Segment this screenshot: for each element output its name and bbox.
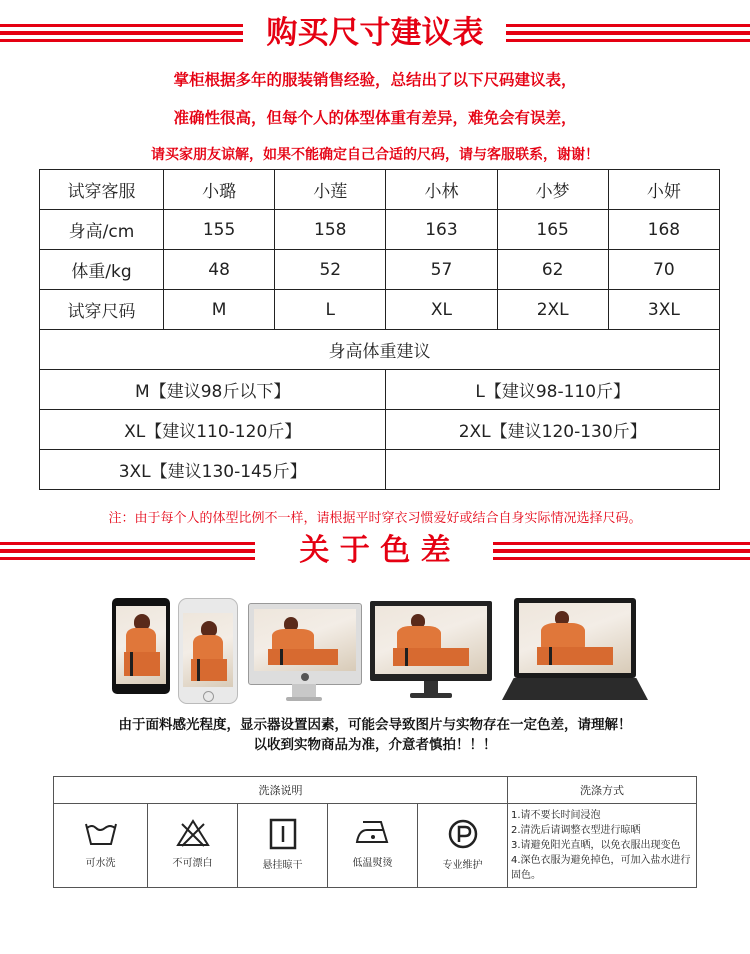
wash-tip: 3.请避免阳光直晒，以免衣服出现变色	[511, 840, 681, 851]
table-row	[40, 370, 720, 410]
low-iron-icon	[353, 818, 393, 848]
table-row	[40, 450, 720, 490]
table-header-cell: 小璐	[164, 170, 275, 210]
wash-tip: 2.清洗后请调整衣型进行晾晒	[511, 825, 641, 836]
size-chart-banner	[0, 8, 750, 58]
size-suggestion-cell: 2XL【建议120-130斤】	[386, 410, 720, 450]
wash-tips-cell	[508, 804, 697, 888]
washable-icon	[83, 818, 119, 848]
intro-line-1: 掌柜根据多年的服装销售经验，总结出了以下尺码建议表，	[173, 71, 577, 89]
table-cell: 48	[164, 250, 275, 290]
size-table	[39, 169, 720, 490]
monitor-image	[370, 601, 492, 701]
hang-dry-icon	[265, 818, 301, 850]
table-row	[54, 777, 697, 804]
wash-icon-cell	[54, 804, 148, 888]
table-row	[40, 410, 720, 450]
table-header-cell: 试穿客服	[40, 170, 164, 210]
table-header-cell: 小妍	[608, 170, 719, 210]
table-cell: XL	[386, 290, 497, 330]
professional-care-icon	[446, 818, 480, 850]
size-suggestion-cell: L【建议98-110斤】	[386, 370, 720, 410]
suggestion-section-title: 身高体重建议	[40, 330, 720, 370]
table-cell: 155	[164, 210, 275, 250]
size-suggestion-cell	[386, 450, 720, 490]
table-cell: 试穿尺码	[40, 290, 164, 330]
table-row	[40, 250, 720, 290]
intro-line-3: 请买家朋友谅解，如果不能确定自己合适的尺码，请与客服联系，谢谢！	[151, 147, 599, 163]
table-header-cell: 小梦	[497, 170, 608, 210]
table-cell: 57	[386, 250, 497, 290]
wash-care-table	[53, 776, 697, 888]
wash-tip: 4.深色衣服为避免掉色，可加入盐水进行固色。	[511, 855, 691, 881]
laptop-image	[502, 598, 648, 704]
size-chart-title: 购买尺寸建议表	[266, 15, 484, 51]
color-difference-title: 关 于 色 差	[299, 533, 451, 568]
size-suggestion-cell: M【建议98斤以下】	[40, 370, 386, 410]
table-cell: 163	[386, 210, 497, 250]
table-row	[40, 290, 720, 330]
wash-instructions-header: 洗涤说明	[54, 777, 508, 804]
table-cell: 体重/kg	[40, 250, 164, 290]
size-note: 注：由于每个人的体型比例不一样，请根据平时穿衣习惯爱好或结合自身实际情况选择尺码。	[108, 511, 642, 526]
table-cell: 52	[275, 250, 386, 290]
wash-icon-cell	[238, 804, 328, 888]
color-caption-line-1: 由于面料感光程度，显示器设置因素，可能会导致图片与实物存在一定色差，请理解！	[118, 717, 632, 733]
wash-icon-label: 可水洗	[85, 858, 116, 869]
table-header-cell: 小林	[386, 170, 497, 210]
table-cell: 身高/cm	[40, 210, 164, 250]
intro-line-2: 准确性很高，但每个人的体型体重有差异，难免会有误差，	[173, 109, 577, 127]
phone-black-image	[112, 598, 170, 694]
wash-icon-cell	[328, 804, 418, 888]
table-row	[40, 330, 720, 370]
phone-white-image	[178, 598, 238, 704]
table-cell: 3XL	[608, 290, 719, 330]
wash-icon-cell	[148, 804, 238, 888]
size-suggestion-cell: 3XL【建议130-145斤】	[40, 450, 386, 490]
table-cell: L	[275, 290, 386, 330]
wash-method-header: 洗涤方式	[508, 777, 697, 804]
table-row	[40, 170, 720, 210]
color-difference-banner	[0, 526, 750, 576]
table-cell: 2XL	[497, 290, 608, 330]
wash-icon-cell	[418, 804, 508, 888]
table-row	[40, 210, 720, 250]
table-row	[54, 804, 697, 888]
table-cell: 158	[275, 210, 386, 250]
wash-icon-label: 低温熨烫	[352, 858, 393, 869]
table-header-cell: 小莲	[275, 170, 386, 210]
wash-icon-label: 不可漂白	[172, 858, 213, 869]
imac-image	[248, 603, 360, 703]
table-cell: 165	[497, 210, 608, 250]
wash-tip: 1.请不要长时间浸泡	[511, 810, 601, 821]
table-cell: 70	[608, 250, 719, 290]
table-cell: 168	[608, 210, 719, 250]
wash-icon-label: 悬挂晾干	[262, 860, 303, 871]
table-cell: 62	[497, 250, 608, 290]
device-display-illustration	[108, 598, 648, 708]
color-caption-line-2: 以收到实物商品为准，介意者慎拍！！！	[253, 737, 497, 753]
size-suggestion-cell: XL【建议110-120斤】	[40, 410, 386, 450]
wash-icon-label: 专业维护	[442, 860, 483, 871]
no-bleach-icon	[175, 818, 211, 848]
table-cell: M	[164, 290, 275, 330]
